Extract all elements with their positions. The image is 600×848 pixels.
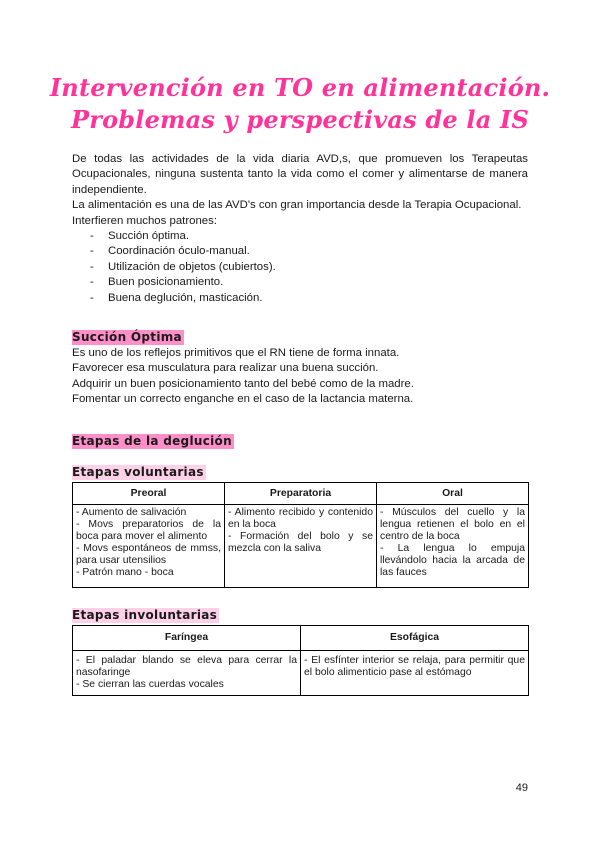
page-number: 49 (515, 782, 528, 794)
table-header: Oral (377, 483, 529, 505)
list-item: - Buena deglución, masticación. (90, 291, 528, 306)
table-cell-esofagica: - El esfínter interior se relaja, para permitir que el bolo alimenticio pase al estómago (301, 651, 529, 696)
intro-paragraph-2: La alimentación es una de las AVD's con gran importancia desde la Terapia Ocupacional. (72, 199, 522, 212)
page-title (40, 72, 560, 136)
involuntarias-table (72, 625, 529, 696)
table-row (73, 505, 529, 588)
voluntarias-table (72, 482, 529, 588)
table-row (73, 651, 529, 696)
table-header-row (73, 483, 529, 505)
table-cell-faringea: - El paladar blando se eleva para cerrar la nasofaringe - Se cierran las cuerdas vocales (73, 651, 301, 696)
table-cell-preparatoria: - Alimento recibido y contenido en la boca - Formación del bolo y se mezcla con la saliva (225, 505, 377, 588)
table-header: Preoral (73, 483, 225, 505)
succion-heading: Succión Óptima (72, 330, 182, 344)
intro-section (72, 152, 528, 306)
succion-line: Adquirir un buen posicionamiento tanto del bebé como de la madre. (72, 377, 414, 390)
list-item: - Coordinación óculo-manual. (90, 244, 528, 259)
list-item: - Utilización de objetos (cubiertos). (90, 260, 528, 275)
succion-line: Fomentar un correcto enganche en el caso de la lactancia materna. (72, 393, 414, 406)
involuntarias-heading: Etapas involuntarias (72, 608, 218, 622)
intro-paragraph: De todas las actividades de la vida diaria AVD,s, que promueven los Terapeutas Ocupacionales, ninguna sustenta tanto la vida como el comer y alimentarse de manera independiente. (72, 153, 528, 196)
intro-paragraph-3: Interfieren muchos patrones: (72, 214, 217, 227)
list-item: - Buen posicionamiento. (90, 275, 528, 290)
title-line-1: Intervención en TO en alimentación. (49, 73, 551, 102)
list-item: - Succión óptima. (90, 229, 528, 244)
succion-section (72, 346, 528, 408)
etapas-heading: Etapas de la deglución (72, 434, 232, 448)
title-line-2: Problemas y perspectivas de la IS (70, 105, 529, 134)
table-cell-preoral: - Aumento de salivación - Movs preparatorios de la boca para mover el alimento - Movs espontáneos de mmss, para usar utensilios - Patrón mano - boca (73, 505, 225, 588)
table-cell-oral: - Músculos del cuello y la lengua retienen el bolo en el centro de la boca - La lengua lo empuja llevándolo hacia la arcada de las fauces (377, 505, 529, 588)
voluntarias-heading: Etapas voluntarias (72, 465, 204, 479)
table-header: Preparatoria (225, 483, 377, 505)
succion-line: Favorecer esa musculatura para realizar una buena succión. (72, 362, 379, 375)
succion-line: Es uno de los reflejos primitivos que el RN tiene de forma innata. (72, 347, 400, 359)
table-header: Faríngea (73, 626, 301, 651)
table-header-row (73, 626, 529, 651)
patterns-list (72, 229, 528, 306)
table-header: Esofágica (301, 626, 529, 651)
